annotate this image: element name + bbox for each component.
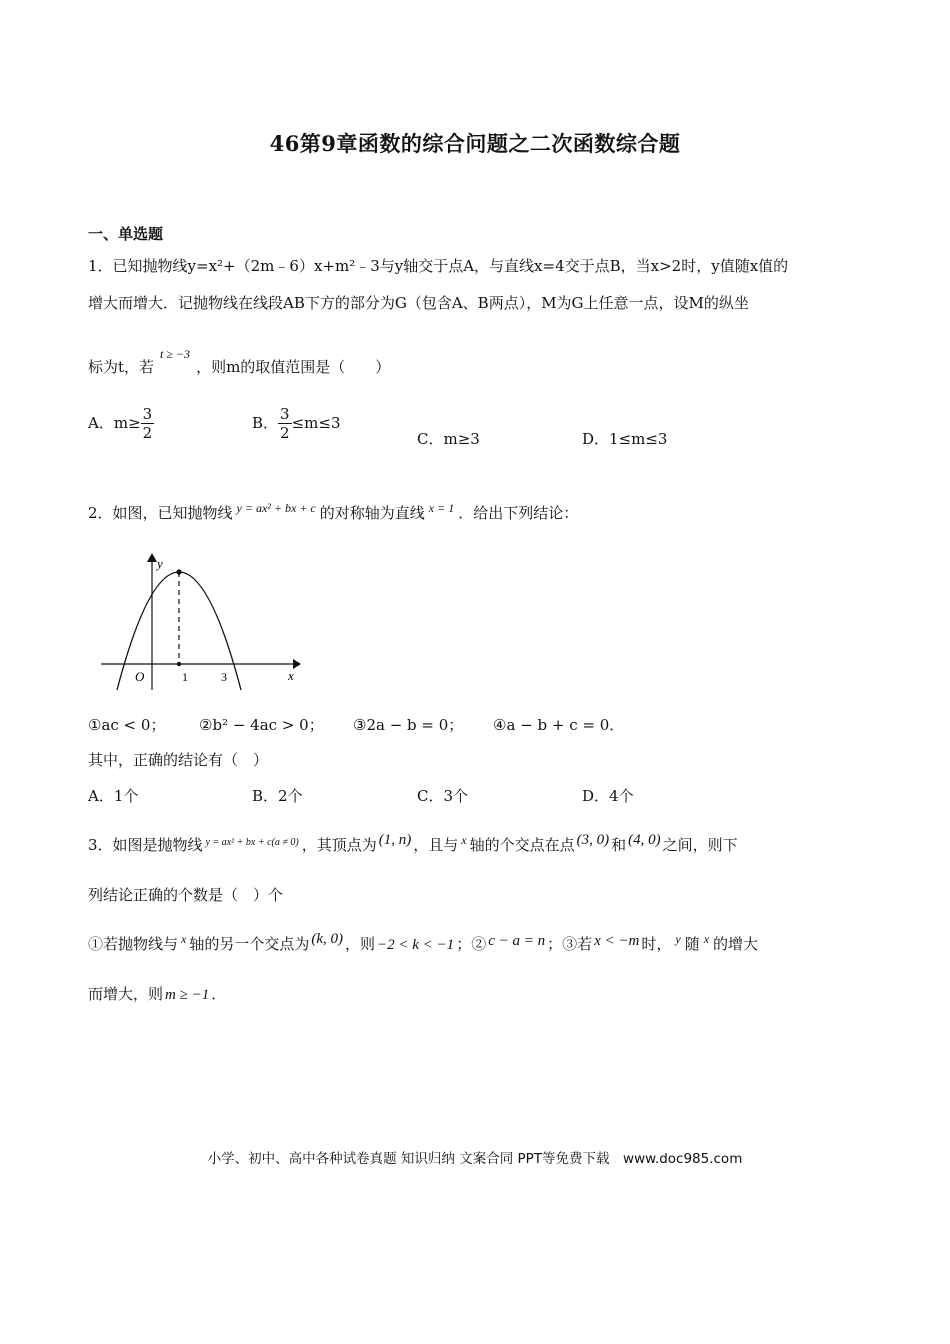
q3-line1 (88, 832, 738, 854)
q1-option-d-label: D． (582, 430, 610, 448)
q3-c-a-n: c − a = n (488, 933, 546, 949)
q3-m-range: m ≥ −1 (165, 987, 210, 1003)
tick-label-3: 3 (221, 670, 227, 684)
q3-line3 (88, 931, 759, 953)
q1-condition: t ≥ −3 (160, 347, 191, 361)
q3-l3-e: ；③若 (547, 935, 593, 953)
q3-equation: y = ax² + bx + c(a ≠ 0) (205, 837, 299, 848)
q3-l1-a: 3．如图是抛物线 (88, 836, 203, 854)
q2-stem-b: 的对称轴为直线 (319, 504, 425, 522)
q2-equation: y = ax² + bx + c (236, 501, 316, 515)
q2-conclusion-3: ③2a − b = 0； (353, 716, 464, 734)
q1-option-b-label: B． (252, 414, 279, 432)
q3-l3-c: ，则 (345, 935, 376, 953)
q2-parabola-graph (95, 550, 315, 700)
q1-option-a-fraction (141, 405, 155, 442)
q1-line3-end: ，则m的取值范围是（ ） (196, 358, 391, 376)
q2-option-d: D．4个 (582, 787, 634, 805)
q3-l1-e: 和 (611, 836, 627, 854)
q2-option-c: C．3个 (417, 787, 469, 805)
vertex-point (176, 569, 181, 574)
q1-option-a (88, 405, 154, 442)
tick-label-1: 1 (182, 670, 188, 684)
q3-k-range: −2 < k < −1 (377, 937, 455, 953)
tick-1-point (177, 662, 181, 666)
q2-stem (88, 501, 579, 522)
q3-y: y (675, 932, 681, 946)
x-axis-arrow (293, 659, 301, 669)
q3-l1-d: 轴的个交点在点 (469, 836, 575, 854)
q2-option-a: A．1个 (88, 787, 139, 805)
q1-option-b-fraction (278, 405, 292, 442)
q3-x-lt-m: x < −m (594, 933, 640, 949)
q3-l1-b: ，其顶点为 (301, 836, 377, 854)
q3-l3-b: 轴的另一个交点为 (189, 935, 310, 953)
q1-line1: 1．已知抛物线y=x²+（2m﹣6）x+m²﹣3与y轴交于点A，与直线x=4交于点B，当x>2时，y值随x值的 (88, 257, 789, 275)
q3-l4-b: ． (211, 985, 227, 1003)
q1-line2: 增大而增大．记抛物线在线段AB下方的部分为G（包含A、B两点），M为G上任意一点，设M的纵坐 (88, 294, 749, 312)
q1-option-d (582, 432, 667, 447)
x-label: x (288, 668, 294, 683)
q1-option-a-den: 2 (142, 424, 153, 442)
q3-point-4-0: (4, 0) (628, 832, 661, 848)
q2-question: 其中，正确的结论有（ ） (88, 751, 269, 769)
q3-x-1: x (461, 833, 467, 847)
q3-l3-a: ①若抛物线与 (88, 935, 179, 953)
q1-option-b-post: ≤m≤3 (291, 414, 341, 432)
q2-option-b: B．2个 (252, 787, 303, 805)
q1-option-b-num: 3 (280, 405, 290, 423)
q3-l3-g: 随 (684, 935, 700, 953)
y-label: y (157, 556, 163, 571)
q3-l3-d: ；② (456, 935, 487, 953)
q3-l3-f: 时， (641, 935, 672, 953)
q1-option-a-pre: m≥ (113, 414, 141, 432)
q1-option-b (252, 405, 340, 442)
q3-x-3: x (703, 932, 710, 946)
q3-l1-c: ，且与 (413, 836, 459, 854)
q3-point-k-0: (k, 0) (311, 931, 344, 947)
q3-l3-h: 的增大 (713, 935, 759, 953)
q2-conclusion-1: ①ac < 0； (88, 716, 166, 734)
q3-line4 (88, 987, 226, 1003)
q2-conclusion-4: ④a − b + c = 0． (493, 716, 625, 734)
q3-point-3-0: (3, 0) (576, 832, 610, 848)
q3-l4-a: 而增大，则 (88, 985, 164, 1003)
q1-option-c (417, 432, 480, 447)
y-axis-arrow (147, 553, 157, 562)
page-footer: 小学、初中、高中各种试卷真题 知识归纳 文案合同 PPT等免费下载 www.doc985.com (207, 1151, 743, 1167)
q1-option-d-text: 1≤m≤3 (609, 430, 668, 448)
origin-label: O (135, 669, 145, 684)
q3-vertex: (1, n) (378, 832, 412, 848)
q3-x-2: x (181, 932, 187, 946)
q2-stem-c: ．给出下列结论： (458, 504, 579, 522)
q1-line3-start: 标为t，若 (88, 358, 155, 376)
page-title: 46第9章函数的综合问题之二次函数综合题 (269, 131, 681, 156)
q1-option-b-den: 2 (280, 424, 290, 442)
q3-l1-f: 之间，则下 (662, 836, 738, 854)
q1-option-a-num: 3 (142, 405, 153, 423)
q1-option-c-text: m≥3 (443, 430, 480, 448)
q3-line2: 列结论正确的个数是（ ）个 (88, 886, 284, 904)
q2-axis: x = 1 (428, 501, 455, 515)
q2-conclusion-2: ②b² − 4ac > 0； (199, 716, 324, 734)
section-heading: 一、单选题 (88, 225, 164, 243)
q1-option-a-label: A． (88, 414, 114, 432)
q2-stem-a: 2．如图，已知抛物线 (88, 504, 233, 522)
q1-option-c-label: C． (417, 430, 444, 448)
